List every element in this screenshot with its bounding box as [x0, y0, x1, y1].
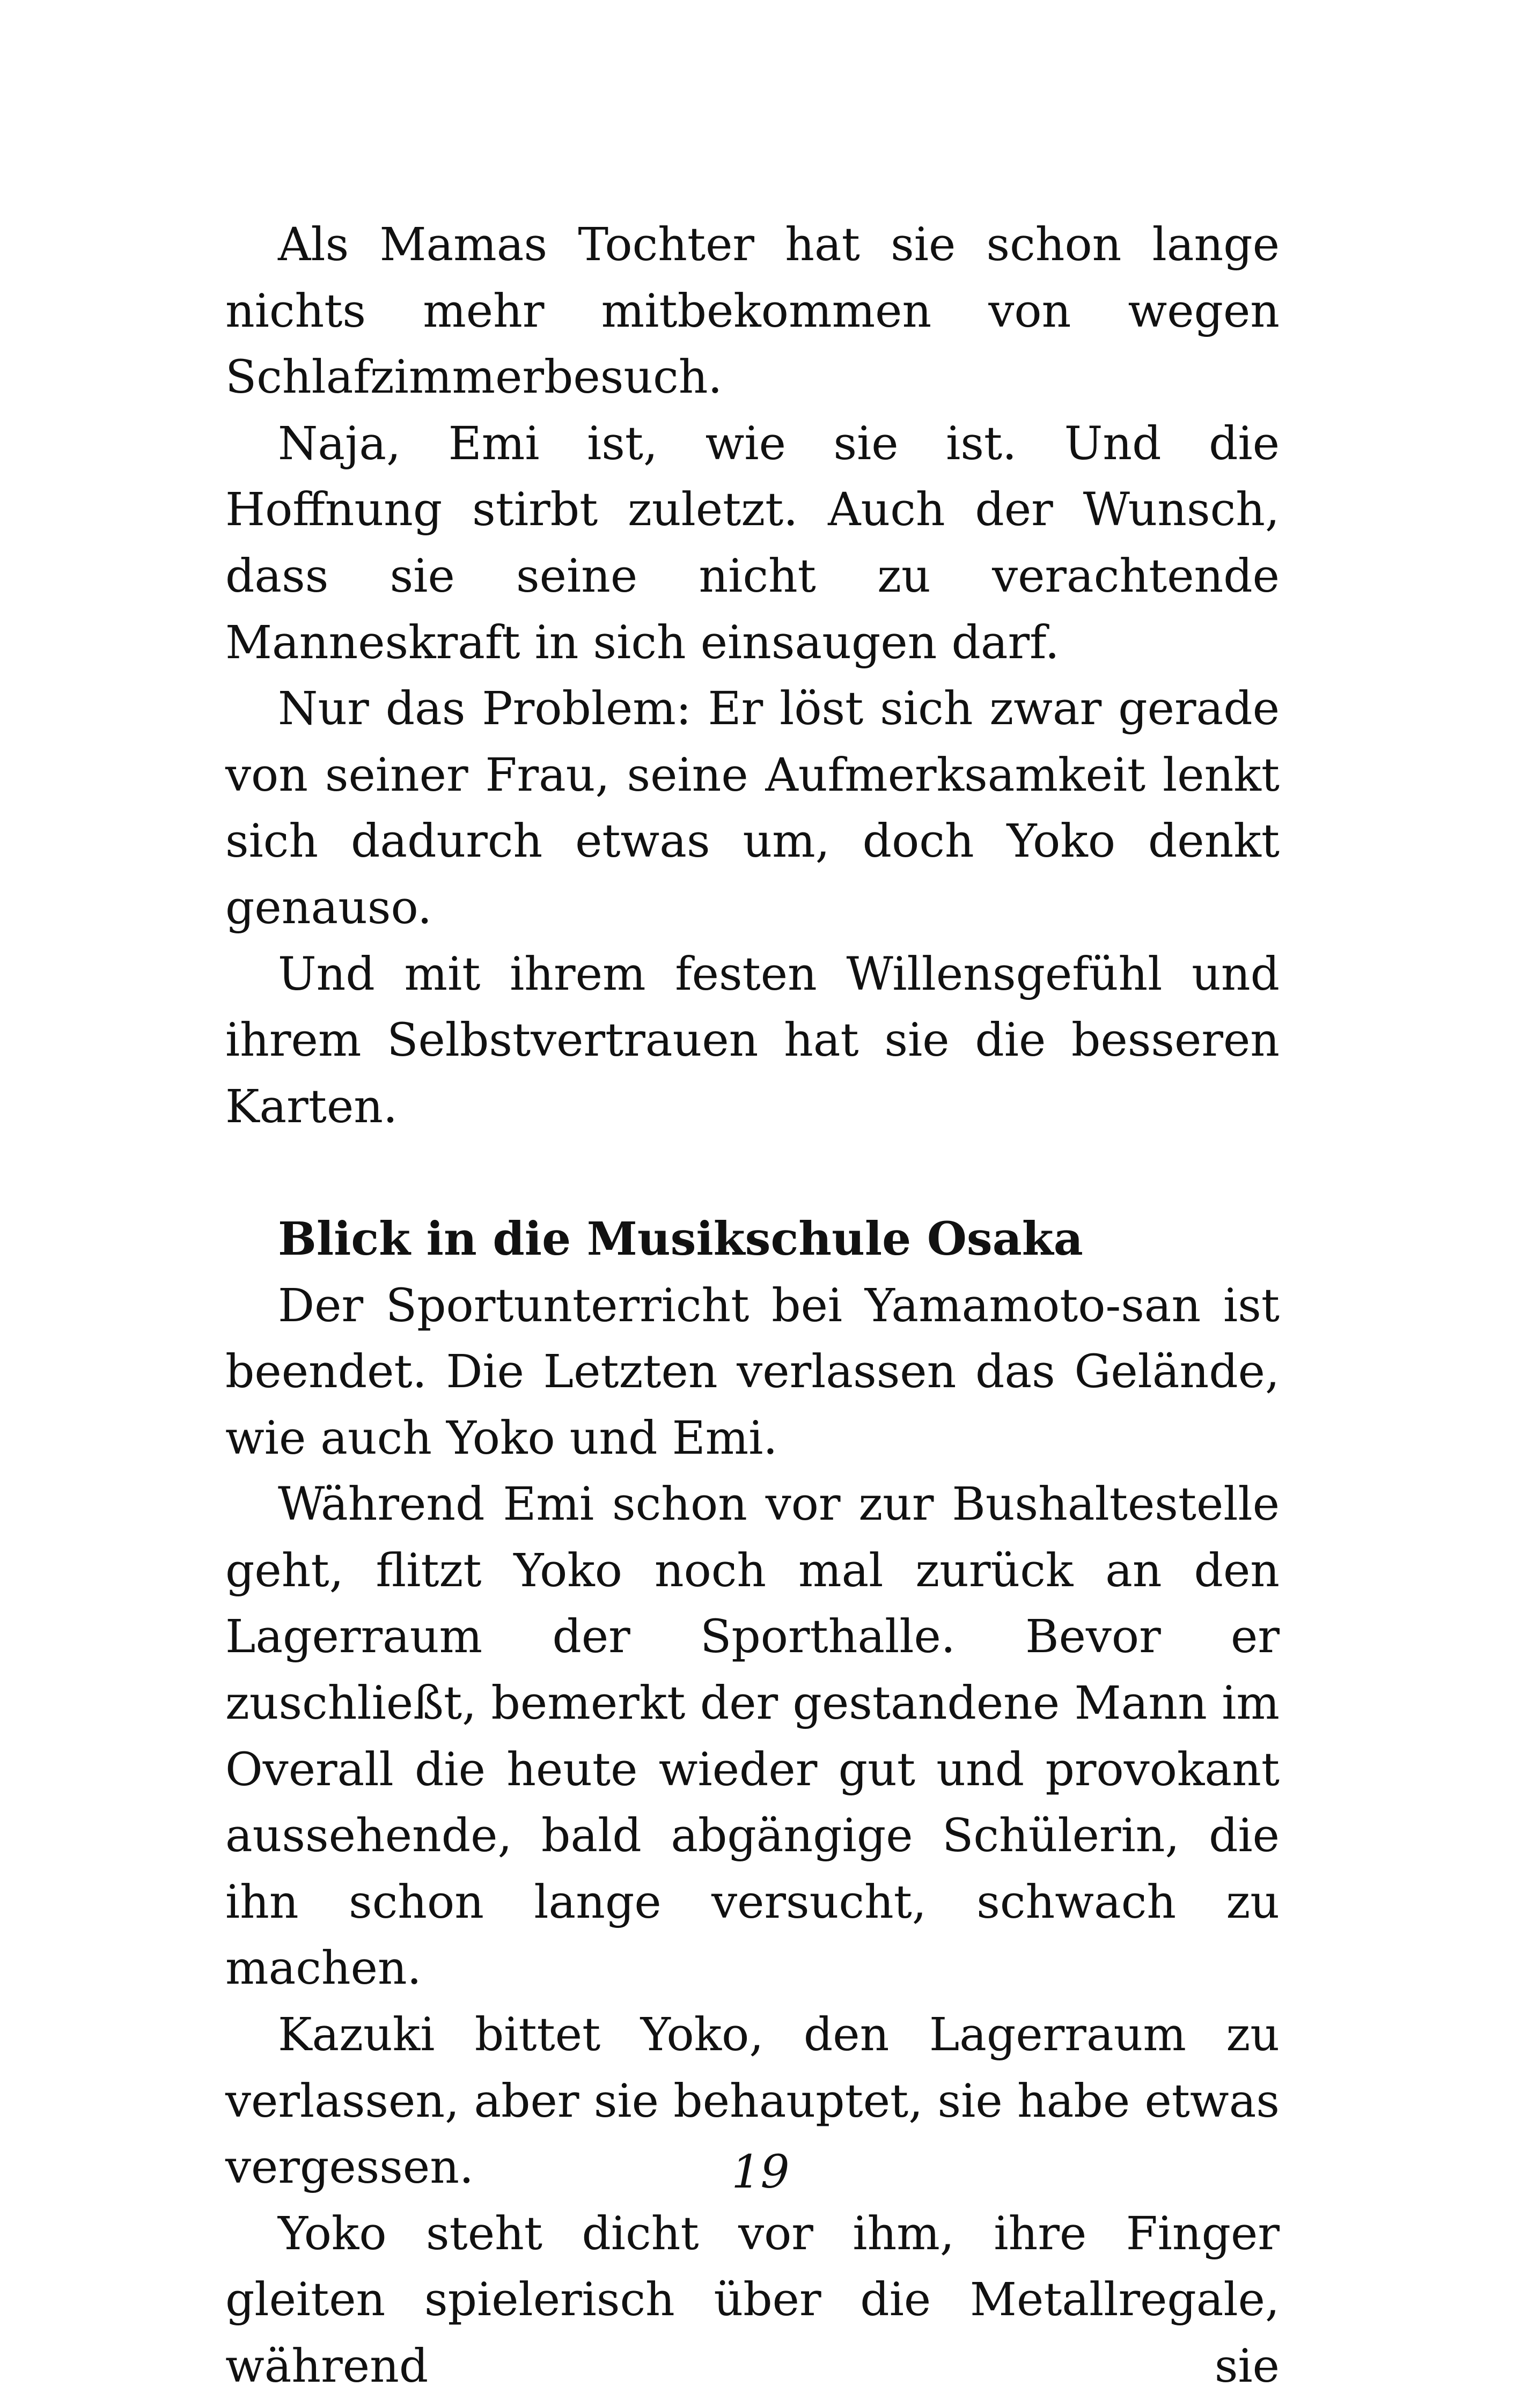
paragraph-continued: Yoko steht dicht vor ihm, ihre Finger gleiten spielerisch über die Metallregale, während sie	[225, 2207, 1280, 2393]
paragraph: Und mit ihrem festen Willensgefühl und ihrem Selbstvertrauen hat sie die besseren Karten.	[225, 947, 1280, 1133]
section-spacer	[225, 1140, 1280, 1206]
paragraph: Kazuki bittet Yoko, den Lagerraum zu verlassen, aber sie behauptet, sie habe etwas vergessen.	[225, 2008, 1280, 2195]
paragraph: Während Emi schon vor zur Bushaltestelle geht, flitzt Yoko noch mal zurück an den Lagerraum der Sporthalle. Bevor er zuschließt, bemerkt der gestandene Mann im Overall die heute wieder gut und provokant aussehende, bald abgängige Schülerin, die ihn schon lange versucht, schwach zu machen.	[225, 1478, 1280, 1995]
paragraph: Als Mamas Tochter hat sie schon lange nichts mehr mitbekommen von wegen Schlafzimmerbesuch.	[225, 218, 1280, 404]
paragraph: Naja, Emi ist, wie sie ist. Und die Hoffnung stirbt zuletzt. Auch der Wunsch, dass sie seine nicht zu verachtende Manneskraft in sich einsaugen darf.	[225, 417, 1280, 669]
paragraph: Nur das Problem: Er löst sich zwar gerade von seiner Frau, seine Aufmerksamkeit lenkt sich dadurch etwas um, doch Yoko denkt genauso.	[225, 682, 1280, 934]
page-number: 19	[731, 2146, 790, 2199]
page-body	[225, 212, 1280, 2400]
section-heading: Blick in die Musikschule Osaka	[278, 1212, 1083, 1266]
paragraph: Der Sportunterricht bei Yamamoto-san ist beendet. Die Letzten verlassen das Gelände, wie auch Yoko und Emi.	[225, 1279, 1280, 1465]
